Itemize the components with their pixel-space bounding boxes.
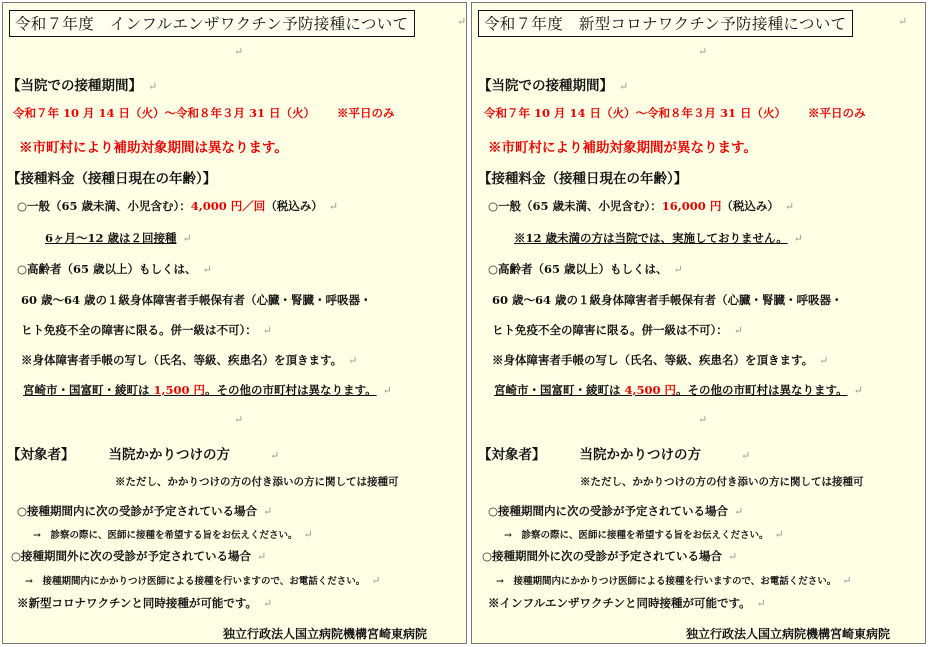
subsidy-note: ※市町村により補助対象期間が異なります。: [488, 140, 757, 156]
general-fee: ○一般（65 歳未満、小児含む）：4,000 円／回（税込み） ↵: [17, 199, 339, 213]
target-heading: 【対象者】 当院かかりつけの方 ↵: [478, 447, 751, 463]
hospital-name: 独立行政法人国立病院機構宮崎東病院: [686, 627, 891, 641]
hospital-name: 独立行政法人国立病院機構宮崎東病院: [223, 627, 428, 641]
outside-period: ○接種期間外に次の受診が予定されている場合 ↵: [482, 549, 738, 563]
within-period: ○接種期間内に次の受診が予定されている場合 ↵: [17, 504, 273, 518]
period-dates: 令和７年 10 月 14 日（火）～令和８年３月 31 日（火） ※平日のみ: [13, 106, 395, 120]
city-fee: 宮崎市・国富町・綾町は 1,500 円。その他の市町村は異なります。 ↵: [23, 383, 392, 397]
period-heading: 【当院での接種期間】 ↵: [478, 78, 629, 94]
elderly-line: ○高齢者（65 歳以上）もしくは、 ↵: [488, 262, 683, 276]
within-detail: → 診察の際に、医師に接種を希望する旨をお伝えください。 ↵: [33, 528, 313, 541]
period-heading: 【当院での接種期間】 ↵: [7, 78, 158, 94]
disability-line: ヒト免疫不全の障害に限る。併一級は不可）： ↵: [21, 323, 272, 337]
within-period: ○接種期間内に次の受診が予定されている場合 ↵: [488, 504, 744, 518]
return-mark: ↵: [898, 15, 908, 28]
page-title: 令和７年度 インフルエンザワクチン予防接種について: [9, 10, 415, 37]
return-mark: ↵: [457, 15, 467, 28]
certificate-note: ※身体障害者手帳の写し（氏名、等級、疾患名）を頂きます。 ↵: [492, 353, 829, 367]
return-mark: ↵: [698, 413, 708, 426]
influenza-notice-page: [2, 2, 467, 644]
disability-line: ヒト免疫不全の障害に限る。併一級は不可）： ↵: [492, 323, 743, 337]
certificate-note: ※身体障害者手帳の写し（氏名、等級、疾患名）を頂きます。 ↵: [21, 353, 358, 367]
period-dates: 令和７年 10 月 14 日（火）～令和８年３月 31 日（火） ※平日のみ: [484, 106, 866, 120]
city-fee: 宮崎市・国富町・綾町は 4,500 円。その他の市町村は異なります。 ↵: [494, 383, 863, 397]
outside-detail: → 接種期間内にかかりつけ医師による接種を行いますので、お電話ください。 ↵: [25, 574, 381, 587]
companion-note: ※ただし、かかりつけの方の付き添いの方に関しては接種可: [580, 476, 864, 488]
return-mark: ↵: [698, 45, 708, 58]
target-heading: 【対象者】 当院かかりつけの方 ↵: [7, 447, 280, 463]
outside-period: ○接種期間外に次の受診が予定されている場合 ↵: [11, 549, 267, 563]
subsidy-note: ※市町村により補助対象期間は異なります。: [19, 140, 288, 156]
fee-heading: 【接種料金（接種日現在の年齢）】: [478, 171, 688, 187]
outside-detail: → 接種期間内にかかりつけ医師による接種を行いますので、お電話ください。 ↵: [496, 574, 852, 587]
within-detail: → 診察の際に、医師に接種を希望する旨をお伝えください。 ↵: [504, 528, 784, 541]
elderly-line: ○高齢者（65 歳以上）もしくは、 ↵: [17, 262, 212, 276]
child-note: 6ヶ月～12 歳は２回接種 ↵: [45, 231, 192, 245]
page-title: 令和７年度 新型コロナワクチン予防接種について: [478, 10, 853, 37]
child-note: ※12 歳未満の方は当院では、実施しておりません。 ↵: [514, 231, 803, 245]
disability-line: 60 歳～64 歳の１級身体障害者手帳保有者（心臓・腎臓・呼吸器・: [492, 293, 843, 307]
return-mark: ↵: [234, 413, 244, 426]
disability-line: 60 歳～64 歳の１級身体障害者手帳保有者（心臓・腎臓・呼吸器・: [21, 293, 372, 307]
covid-notice-page: [471, 2, 926, 644]
simultaneous-note: ※新型コロナワクチンと同時接種が可能です。 ↵: [17, 596, 273, 610]
fee-heading: 【接種料金（接種日現在の年齢）】: [7, 171, 217, 187]
companion-note: ※ただし、かかりつけの方の付き添いの方に関しては接種可: [115, 476, 399, 488]
return-mark: ↵: [234, 45, 244, 58]
simultaneous-note: ※インフルエンザワクチンと同時接種が可能です。 ↵: [488, 596, 766, 610]
general-fee: ○一般（65 歳未満、小児含む）：16,000 円（税込み） ↵: [488, 199, 795, 213]
